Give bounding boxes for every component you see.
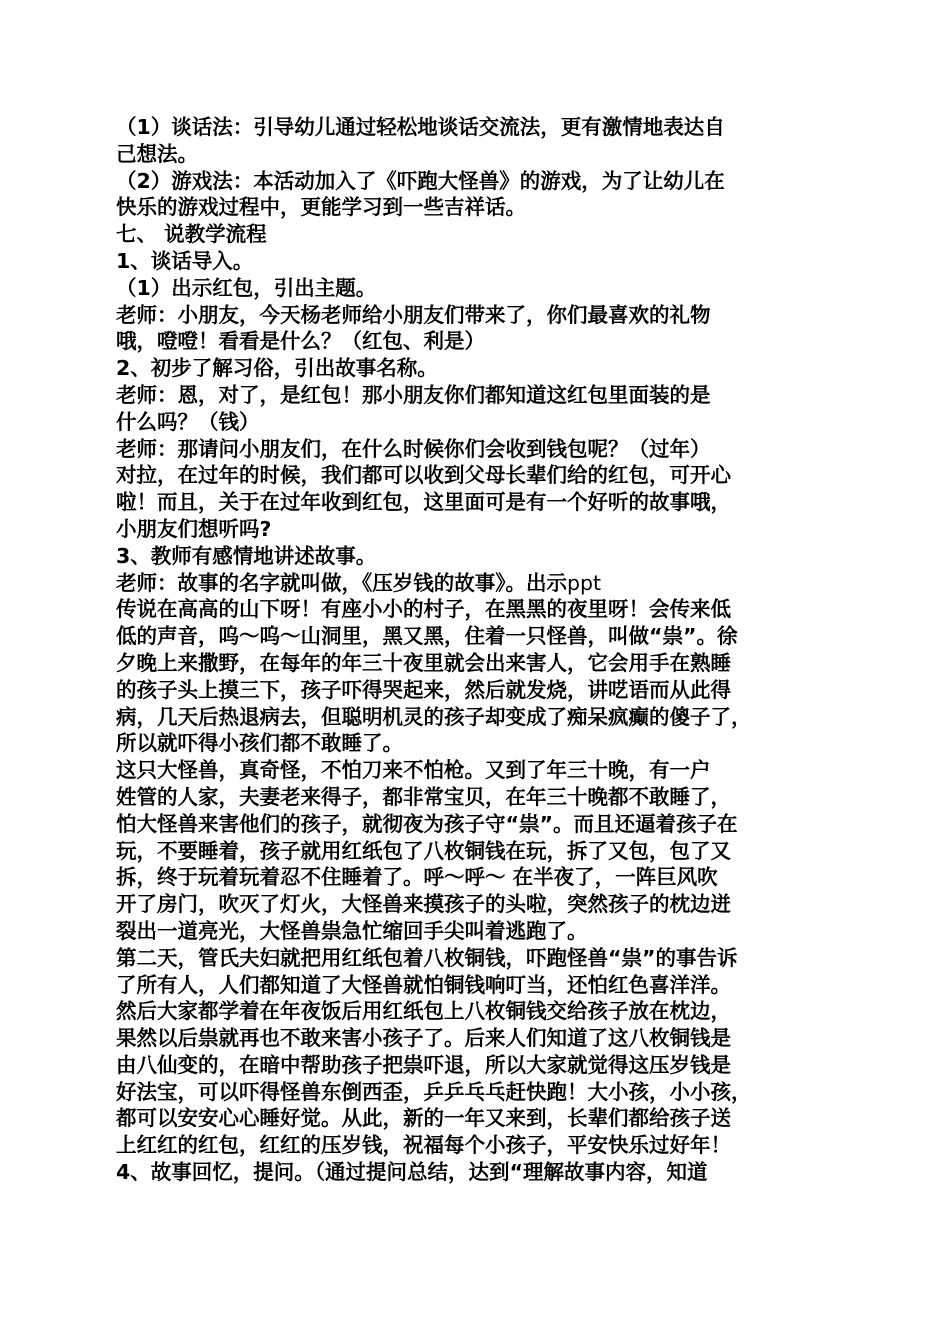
text-line: 老师：小朋友，今天杨老师给小朋友们带来了，你们最喜欢的礼物 (116, 302, 711, 327)
text-line: 快乐的游戏过程中，更能学习到一些吉祥话。 (116, 195, 526, 220)
text-line-with-ppt (116, 570, 840, 597)
text-line: 病，几天后热退病去，但聪明机灵的孩子却变成了痴呆疯癫的傻子了， (116, 704, 752, 729)
text-line: 小朋友们想听吗? (116, 516, 272, 541)
section-heading: 七、 说教学流程 (116, 222, 267, 247)
text-line: 哦，噔噔！看看是什么？（红包、利是） (116, 329, 485, 354)
text-line: 然后大家都学着在年夜饭后用红纸包上八枚铜钱交给孩子放在枕边， (116, 999, 731, 1024)
text-line: 这只大怪兽，真奇怪，不怕刀来不怕枪。又到了年三十晚，有一户 (116, 758, 711, 783)
text-line: 的孩子头上摸三下，孩子吓得哭起来，然后就发烧，讲呓语而从此得 (116, 677, 731, 702)
text-line: （1）谈话法：引导幼儿通过轻松地谈话交流法，更有激情地表达自 (116, 115, 725, 139)
text-line: 什么吗？（钱） (116, 409, 260, 434)
ppt-word: ppt (567, 570, 602, 595)
text-line: 己想法。 (116, 141, 198, 166)
text-line: 啦！而且，关于在过年收到红包，这里面可是有一个好听的故事哦， (116, 490, 731, 515)
text-line: 夕晚上来撒野，在每年的年三十夜里就会出来害人，它会用手在熟睡 (116, 650, 731, 675)
document-body (116, 114, 840, 1186)
text-line: 传说在高高的山下呀！有座小小的村子，在黑黑的夜里呀！会传来低 (116, 597, 731, 622)
text-line: 低的声音，呜～呜～山洞里，黑又黑，住着一只怪兽，叫做“祟”。徐 (116, 624, 738, 649)
text-line: 裂出一道亮光，大怪兽祟急忙缩回手尖叫着逃跑了。 (116, 918, 588, 943)
text-line: （1）出示红包，引出主题。 (116, 275, 377, 300)
text-line: 玩，不要睡着，孩子就用红纸包了八枚铜钱在玩，拆了又包，包了又 (116, 838, 731, 863)
text-line: 上红红的红包，红红的压岁钱，祝福每个小孩子，平安快乐过好年！ (116, 1133, 731, 1158)
text-line: 都可以安安心心睡好觉。从此，新的一年又来到，长辈们都给孩子送 (116, 1106, 731, 1131)
text-line: 老师：那请问小朋友们，在什么时候你们会收到钱包呢？（过年） (116, 436, 711, 461)
sub-heading: 2、初步了解习俗，引出故事名称。 (116, 356, 438, 381)
text-line: 好法宝，可以吓得怪兽东倒西歪，乒乒乓乓赶快跑！大小孩，小小孩， (116, 1079, 752, 1104)
text-line: 开了房门，吹灭了灯火，大怪兽来摸孩子的头啦，突然孩子的枕边迸 (116, 892, 731, 917)
text-line: 对拉，在过年的时候，我们都可以收到父母长辈们给的红包，可开心 (116, 463, 731, 488)
text-line: 老师：恩，对了，是红包！那小朋友你们都知道这红包里面装的是 (116, 382, 711, 407)
text-line: （2）游戏法：本活动加入了《吓跑大怪兽》的游戏，为了让幼儿在 (116, 168, 725, 193)
text-line: 第二天，管氏夫妇就把用红纸包着八枚铜钱，吓跑怪兽“祟”的事告诉 (116, 945, 738, 970)
text-line: 所以就吓得小孩们都不敢睡了。 (116, 731, 403, 756)
sub-heading: 1、谈话导入。 (116, 248, 254, 273)
text-line: 怕大怪兽来害他们的孩子，就彻夜为孩子守“祟”。而且还逼着孩子在 (116, 811, 738, 836)
text-line: 拆，终于玩着玩着忍不住睡着了。呼～呼～ 在半夜了，一阵巨风吹 (116, 865, 718, 890)
text-line: 由八仙变的，在暗中帮助孩子把祟吓退，所以大家就觉得这压岁钱是 (116, 1052, 731, 1077)
text-segment: 老师：故事的名字就叫做，《压岁钱的故事》。出示 (116, 570, 567, 595)
sub-heading: 3、教师有感情地讲述故事。 (116, 543, 377, 568)
sub-heading: 4、故事回忆，提问。（通过提问总结，达到“理解故事内容，知道 (116, 1160, 708, 1185)
text-line: 了所有人，人们都知道了大怪兽就怕铜钱响叮当，还怕红色喜洋洋。 (116, 972, 731, 997)
text-line: 果然以后祟就再也不敢来害小孩子了。后来人们知道了这八枚铜钱是 (116, 1026, 731, 1051)
text-line: 姓管的人家，夫妻老来得子，都非常宝贝，在年三十晚都不敢睡了， (116, 784, 731, 809)
